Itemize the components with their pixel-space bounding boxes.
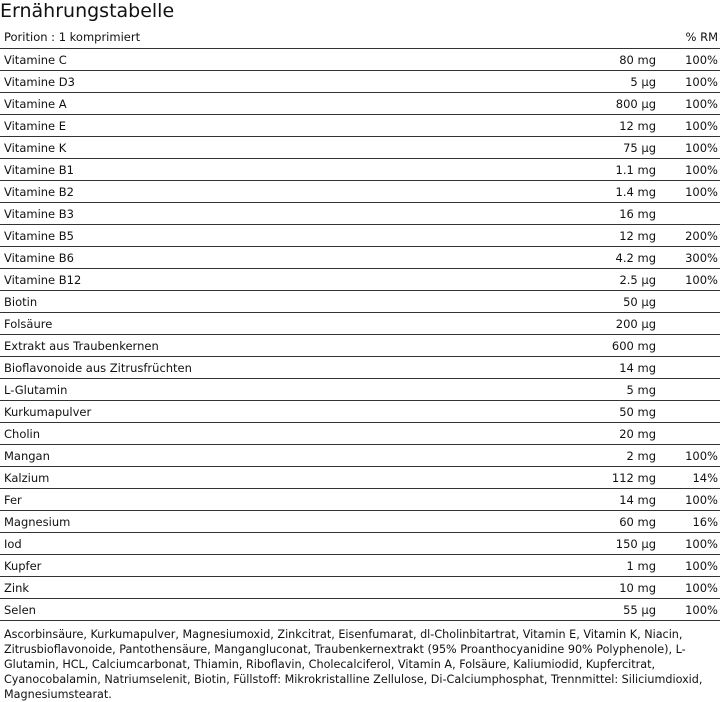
nutrient-rm: 100% xyxy=(685,493,718,507)
nutrient-name: Vitamine E xyxy=(4,119,67,133)
table-row xyxy=(0,555,720,577)
nutrient-name: Mangan xyxy=(4,449,50,463)
table-row xyxy=(0,335,720,357)
nutrient-amount: 1.1 mg xyxy=(615,163,656,177)
nutrient-rm: 200% xyxy=(685,229,718,243)
nutrient-rm: 100% xyxy=(685,97,718,111)
table-row xyxy=(0,401,720,423)
nutrient-rm: 100% xyxy=(685,537,718,551)
table-row xyxy=(0,247,720,269)
page-title: Ernährungstabelle xyxy=(0,0,175,22)
table-row xyxy=(0,577,720,599)
nutrient-name: Vitamine C xyxy=(4,53,67,67)
nutrient-amount: 50 µg xyxy=(623,295,656,309)
table-row xyxy=(0,511,720,533)
nutrient-amount: 20 mg xyxy=(619,427,656,441)
table-body xyxy=(0,49,720,621)
nutrient-amount: 2 mg xyxy=(626,449,656,463)
table-row xyxy=(0,291,720,313)
nutrient-rm: 16% xyxy=(692,515,718,529)
nutrient-rm: 100% xyxy=(685,449,718,463)
nutrient-name: Vitamine A xyxy=(4,97,67,111)
nutrient-name: Zink xyxy=(4,581,30,595)
nutrient-amount: 5 mg xyxy=(626,383,656,397)
table-row xyxy=(0,357,720,379)
nutrient-amount: 600 mg xyxy=(611,339,656,353)
nutrient-rm: 100% xyxy=(685,163,718,177)
nutrient-amount: 14 mg xyxy=(619,361,656,375)
nutrient-name: Vitamine D3 xyxy=(4,75,75,89)
nutrient-amount: 1 mg xyxy=(626,559,656,573)
table-row xyxy=(0,137,720,159)
nutrient-rm: 100% xyxy=(685,75,718,89)
nutrient-name: Vitamine B6 xyxy=(4,251,74,265)
nutrient-name: Selen xyxy=(4,603,36,617)
nutrient-rm: 100% xyxy=(685,559,718,573)
nutrient-rm: 300% xyxy=(685,251,718,265)
table-row xyxy=(0,313,720,335)
nutrient-rm: 100% xyxy=(685,141,718,155)
nutrient-rm: 100% xyxy=(685,603,718,617)
nutrient-amount: 12 mg xyxy=(619,119,656,133)
nutrient-name: Folsäure xyxy=(4,317,53,331)
table-row xyxy=(0,467,720,489)
nutrient-amount: 14 mg xyxy=(619,493,656,507)
nutrient-rm: 100% xyxy=(685,581,718,595)
nutrient-name: Kupfer xyxy=(4,559,42,573)
nutrient-rm: 100% xyxy=(685,119,718,133)
nutrient-name: Vitamine K xyxy=(4,141,67,155)
nutrient-name: L-Glutamin xyxy=(4,383,68,397)
nutrient-amount: 2.5 µg xyxy=(619,273,656,287)
table-row xyxy=(0,49,720,71)
nutrient-amount: 80 mg xyxy=(619,53,656,67)
nutrient-amount: 4.2 mg xyxy=(615,251,656,265)
nutrient-amount: 150 µg xyxy=(615,537,656,551)
nutrient-name: Magnesium xyxy=(4,515,71,529)
table-header xyxy=(0,26,720,49)
nutrient-name: Vitamine B1 xyxy=(4,163,74,177)
table-row xyxy=(0,445,720,467)
table-row xyxy=(0,533,720,555)
nutrient-name: Vitamine B12 xyxy=(4,273,82,287)
nutrient-amount: 75 µg xyxy=(623,141,656,155)
table-row xyxy=(0,225,720,247)
nutrient-amount: 112 mg xyxy=(611,471,656,485)
table-row xyxy=(0,159,720,181)
table-row xyxy=(0,181,720,203)
nutrient-name: Extrakt aus Traubenkernen xyxy=(4,339,159,353)
nutrient-amount: 200 µg xyxy=(615,317,656,331)
nutrient-amount: 60 mg xyxy=(619,515,656,529)
nutrient-amount: 16 mg xyxy=(619,207,656,221)
table-row xyxy=(0,71,720,93)
nutrient-name: Kalzium xyxy=(4,471,50,485)
nutrient-name: Vitamine B3 xyxy=(4,207,74,221)
rm-header: % RM xyxy=(685,30,718,44)
nutrient-rm: 14% xyxy=(692,471,718,485)
table-row xyxy=(0,423,720,445)
nutrient-amount: 12 mg xyxy=(619,229,656,243)
nutrient-amount: 10 mg xyxy=(619,581,656,595)
nutrient-name: Bioflavonoide aus Zitrusfrüchten xyxy=(4,361,192,375)
nutrient-rm: 100% xyxy=(685,273,718,287)
table-row xyxy=(0,379,720,401)
table-row xyxy=(0,489,720,511)
nutrition-table xyxy=(0,26,720,621)
table-row xyxy=(0,599,720,621)
nutrient-amount: 800 µg xyxy=(615,97,656,111)
nutrient-name: Vitamine B5 xyxy=(4,229,74,243)
ingredients-text: Ascorbinsäure, Kurkumapulver, Magnesiumoxid, Zinkcitrat, Eisenfumarat, dl-Cholinbitartrat, Vitamin E, Vitamin K, Niacin, Zitrusbioflavonoide, Pantothensäure, Mangangluconat, Traubenkernextrakt (95% Proanthocyanidine 90% Polyphenole), L-Glutamin, HCL, Calciumcarbonat, Thiamin, Riboflavin, Cholecalciferol, Vitamin A, Folsäure, Kaliumiodid, Kupfercitrat, Cyanocobalamin, Natriumselenit, Biotin, Füllstoff: Mikrokristalline Zellulose, Di-Calciumphosphat, Trennmittel: Siliciumdioxid, Magnesiumstearat. xyxy=(4,628,703,701)
table-row xyxy=(0,269,720,291)
nutrient-name: Kurkumapulver xyxy=(4,405,92,419)
nutrient-name: Vitamine B2 xyxy=(4,185,74,199)
table-row xyxy=(0,93,720,115)
nutrient-name: Fer xyxy=(4,493,22,507)
nutrient-amount: 55 µg xyxy=(623,603,656,617)
table-row xyxy=(0,115,720,137)
nutrient-rm: 100% xyxy=(685,53,718,67)
nutrient-name: Iod xyxy=(4,537,22,551)
nutrient-amount: 50 mg xyxy=(619,405,656,419)
portion-label: Porition : 1 komprimiert xyxy=(4,30,141,44)
table-row xyxy=(0,203,720,225)
nutrient-amount: 1.4 mg xyxy=(615,185,656,199)
nutrient-name: Biotin xyxy=(4,295,38,309)
nutrient-rm: 100% xyxy=(685,185,718,199)
nutrient-amount: 5 µg xyxy=(630,75,656,89)
nutrient-name: Cholin xyxy=(4,427,41,441)
